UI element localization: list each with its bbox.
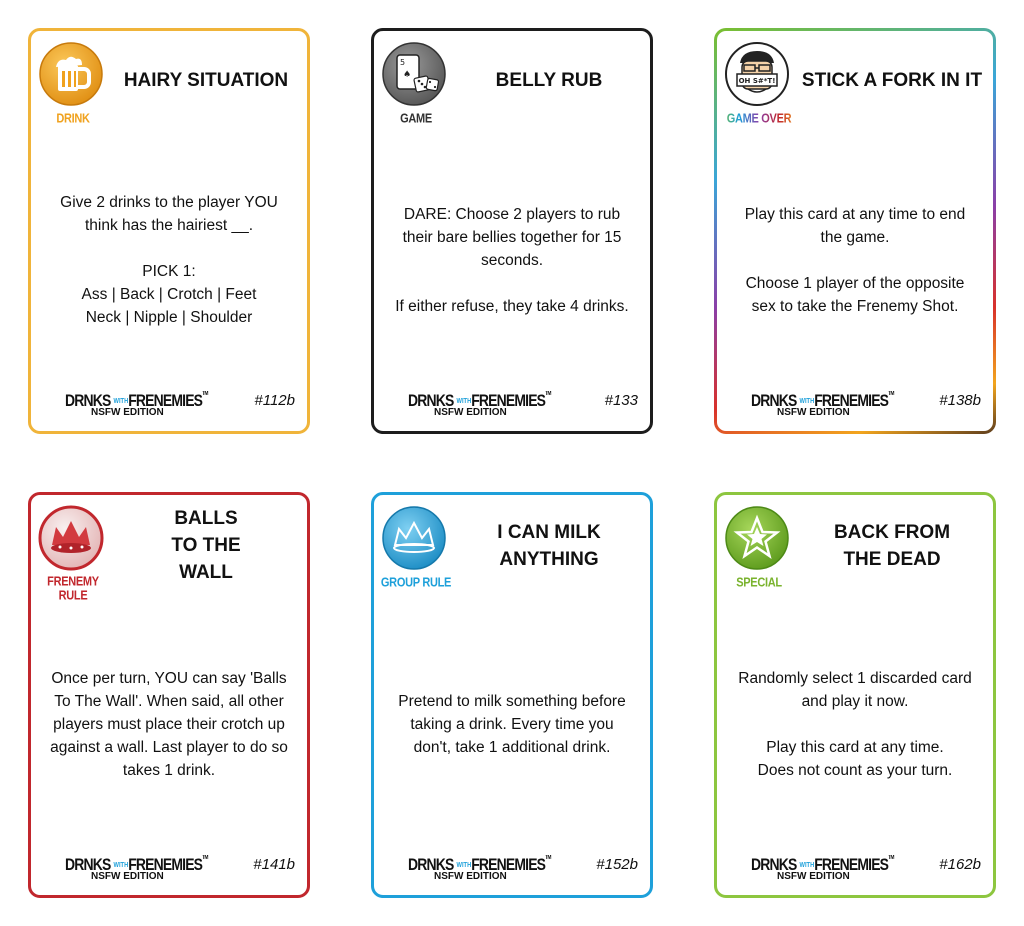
- card-footer: [31, 855, 307, 885]
- card-footer: [374, 855, 650, 885]
- card-body: Randomly select 1 discarded card and play it now. Play this card at any time. Does not count as your turn.: [738, 670, 972, 779]
- card-number: #152b: [596, 856, 638, 873]
- drinks-with-frenemies-logo: DRNKS WITHFRENEMIES™ NSFW EDITION: [751, 391, 894, 418]
- category-label: DRINK: [56, 112, 90, 126]
- card-footer: [374, 391, 650, 421]
- card-footer: [717, 855, 993, 885]
- drinks-with-frenemies-logo: DRNKS WITHFRENEMIES™ NSFW EDITION: [751, 855, 894, 882]
- drinks-with-frenemies-logo: DRNKS WITHFRENEMIES™ NSFW EDITION: [65, 391, 208, 418]
- category-label: GAME OVER: [719, 112, 799, 126]
- card-footer: [31, 391, 307, 421]
- drinks-with-frenemies-logo: DRNKS WITHFRENEMIES™ NSFW EDITION: [408, 391, 551, 418]
- beer-mug-icon: [38, 41, 104, 107]
- card-body: Give 2 drinks to the player YOU think has the hairiest __. PICK 1: Ass | Back | Crotch | Feet Neck | Nipple | Shoulder: [60, 194, 278, 326]
- card-balls-to-the-wall: [28, 492, 310, 898]
- card-title: HAIRY SITUATION: [123, 70, 289, 91]
- card-title: BELLY RUB: [495, 70, 603, 91]
- card-body: DARE: Choose 2 players to rub their bare bellies together for 15 seconds. If either refuse, they take 4 drinks.: [395, 206, 629, 315]
- card-title: STICK A FORK IN IT: [801, 70, 983, 91]
- svg-text:OH S#*T!: OH S#*T!: [738, 77, 776, 85]
- card-body: Once per turn, YOU can say 'Balls To The Wall'. When said, all other players must place their crotch up against a wall. Last player to do so takes 1 drink.: [50, 670, 288, 779]
- red-crown-icon: [38, 505, 104, 571]
- category-label: GAME: [400, 112, 432, 126]
- playing-card-dice-icon: [381, 41, 447, 107]
- card-title: BALLS TO THE WALL: [171, 508, 241, 583]
- card-number: #138b: [939, 392, 981, 409]
- card-hairy-situation: [28, 28, 310, 434]
- drinks-with-frenemies-logo: DRNKS WITHFRENEMIES™ NSFW EDITION: [65, 855, 208, 882]
- card-belly-rub: [371, 28, 653, 434]
- category-label: SPECIAL: [736, 576, 782, 590]
- card-footer: [717, 391, 993, 421]
- card-number: #141b: [253, 856, 295, 873]
- card-stick-a-fork-in-it: [714, 28, 996, 434]
- green-star-icon: [724, 505, 790, 571]
- card-back-from-the-dead: [714, 492, 996, 898]
- blue-crown-icon: [381, 505, 447, 571]
- game-over-face-icon: [724, 41, 790, 107]
- category-label: FRENEMY RULE: [47, 575, 99, 603]
- card-title: I CAN MILK ANYTHING: [497, 522, 601, 570]
- card-body: Play this card at any time to end the game. Choose 1 player of the opposite sex to take the Frenemy Shot.: [744, 206, 966, 315]
- card-i-can-milk-anything: [371, 492, 653, 898]
- svg-text:5: 5: [400, 58, 406, 67]
- drinks-with-frenemies-logo: DRNKS WITHFRENEMIES™ NSFW EDITION: [408, 855, 551, 882]
- card-number: #162b: [939, 856, 981, 873]
- card-number: #112b: [254, 392, 295, 409]
- svg-text:♠: ♠: [403, 70, 412, 80]
- card-body: Pretend to milk something before taking a drink. Every time you don't, take 1 additional drink.: [398, 693, 626, 756]
- card-title: BACK FROM THE DEAD: [833, 522, 951, 570]
- category-label: GROUP RULE: [380, 576, 452, 590]
- card-number: #133: [604, 392, 638, 409]
